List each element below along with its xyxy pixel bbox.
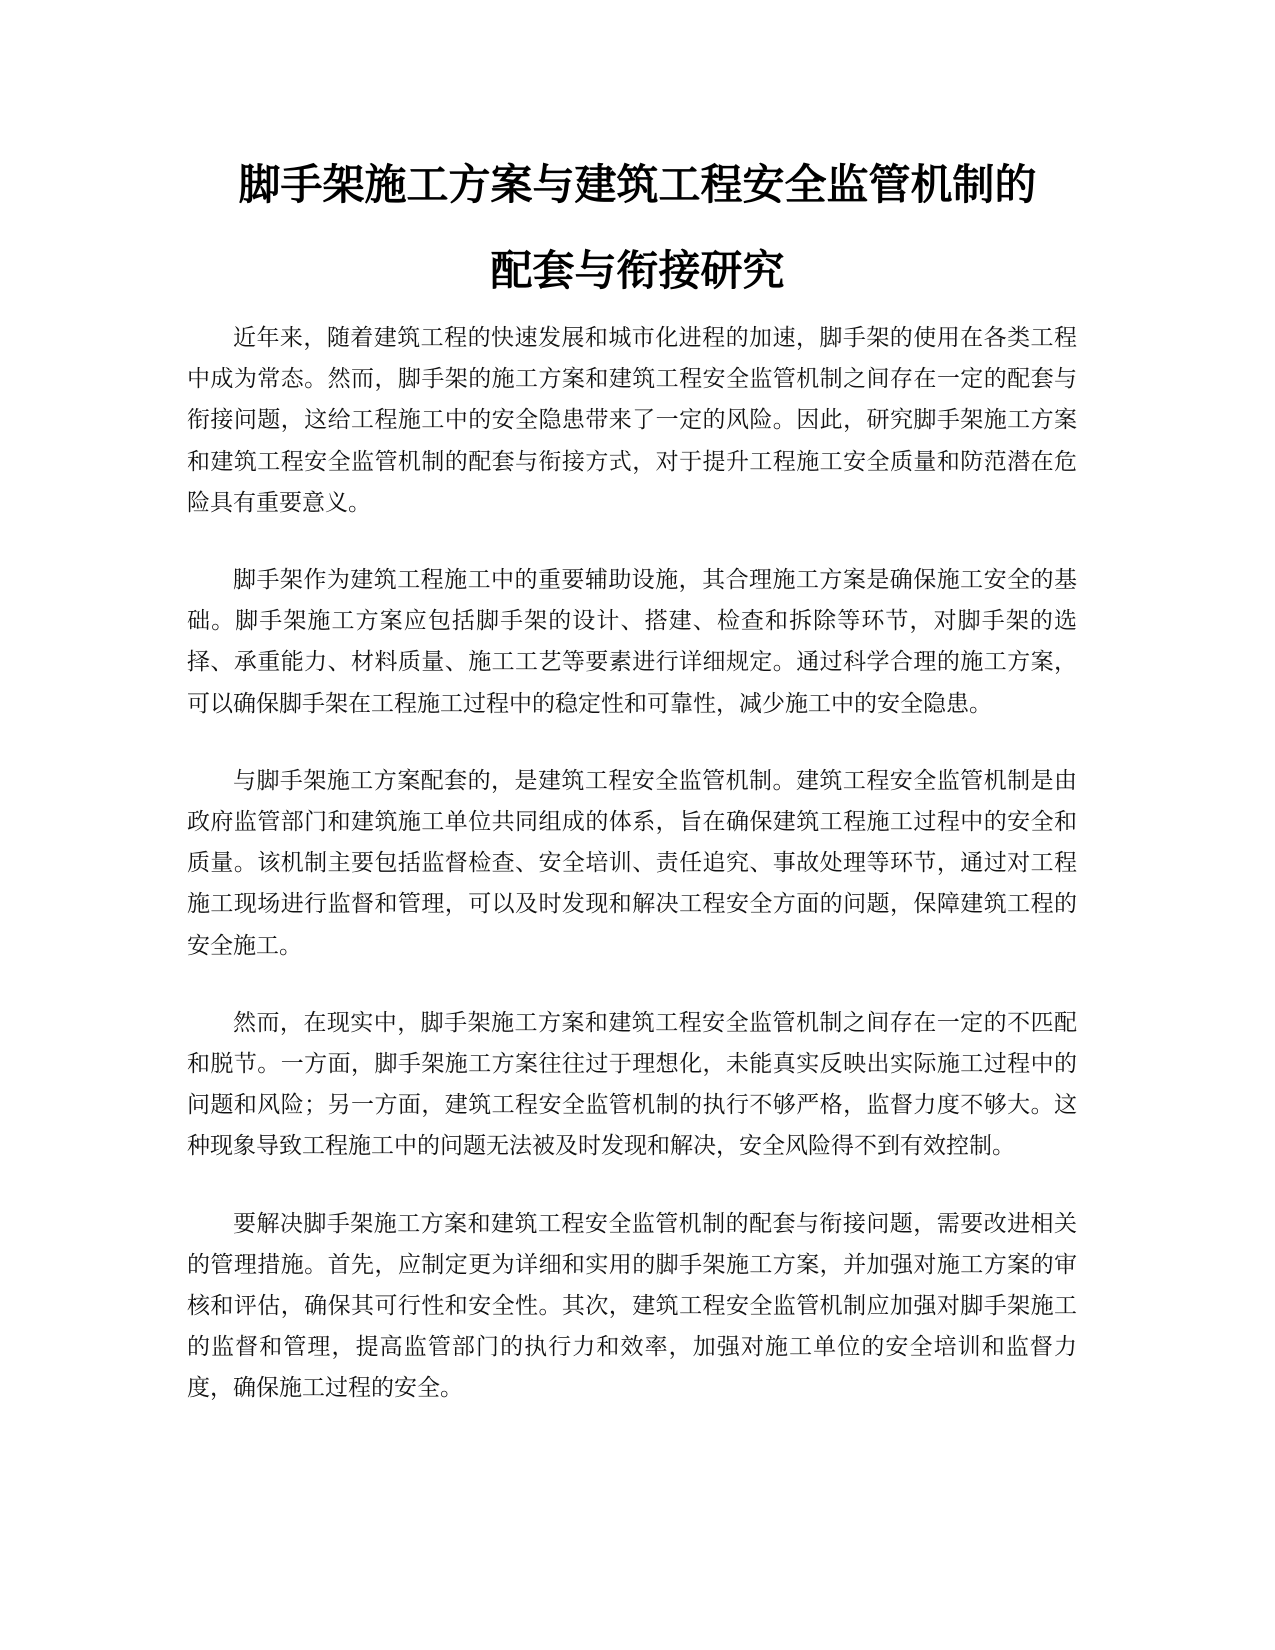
paragraph-4: 然而，在现实中，脚手架施工方案和建筑工程安全监管机制之间存在一定的不匹配和脱节。一方面，脚手架施工方案往往过于理想化，未能真实反映出实际施工过程中的问题和风险；另一方面，建筑工程安全监管机制的执行不够严格，监督力度不够大。这种现象导致工程施工中的问题无法被及时发现和解决，安全风险得不到有效控制。 — [187, 1009, 1077, 1160]
paragraph-3: 与脚手架施工方案配套的，是建筑工程安全监管机制。建筑工程安全监管机制是由政府监管部门和建筑施工单位共同组成的体系，旨在确保建筑工程施工过程中的安全和质量。该机制主要包括监督检查、安全培训、责任追究、事故处理等环节，通过对工程施工现场进行监督和管理，可以及时发现和解决工程安全方面的问题，保障建筑工程的安全施工。 — [187, 767, 1077, 959]
paragraph-2: 脚手架作为建筑工程施工中的重要辅助设施，其合理施工方案是确保施工安全的基础。脚手架施工方案应包括脚手架的设计、搭建、检查和拆除等环节，对脚手架的选择、承重能力、材料质量、施工工艺等要素进行详细规定。通过科学合理的施工方案，可以确保脚手架在工程施工过程中的稳定性和可靠性，减少施工中的安全隐患。 — [187, 567, 1077, 717]
document-body — [187, 318, 1077, 1446]
title-line-2: 配套与衔接研究 — [490, 246, 785, 295]
paragraph-1: 近年来，随着建筑工程的快速发展和城市化进程的加速，脚手架的使用在各类工程中成为常态。然而，脚手架的施工方案和建筑工程安全监管机制之间存在一定的配套与衔接问题，这给工程施工中的安全隐患带来了一定的风险。因此，研究脚手架施工方案和建筑工程安全监管机制的配套与衔接方式，对于提升工程施工安全质量和防范潜在危险具有重要意义。 — [187, 325, 1077, 516]
document-title — [140, 142, 1135, 314]
title-line-1: 脚手架施工方案与建筑工程安全监管机制的 — [238, 160, 1037, 209]
paragraph-5: 要解决脚手架施工方案和建筑工程安全监管机制的配套与衔接问题，需要改进相关的管理措施。首先，应制定更为详细和实用的脚手架施工方案，并加强对施工方案的审核和评估，确保其可行性和安全性。其次，建筑工程安全监管机制应加强对脚手架施工的监督和管理，提高监管部门的执行力和效率，加强对施工单位的安全培训和监督力度，确保施工过程的安全。 — [187, 1210, 1077, 1402]
